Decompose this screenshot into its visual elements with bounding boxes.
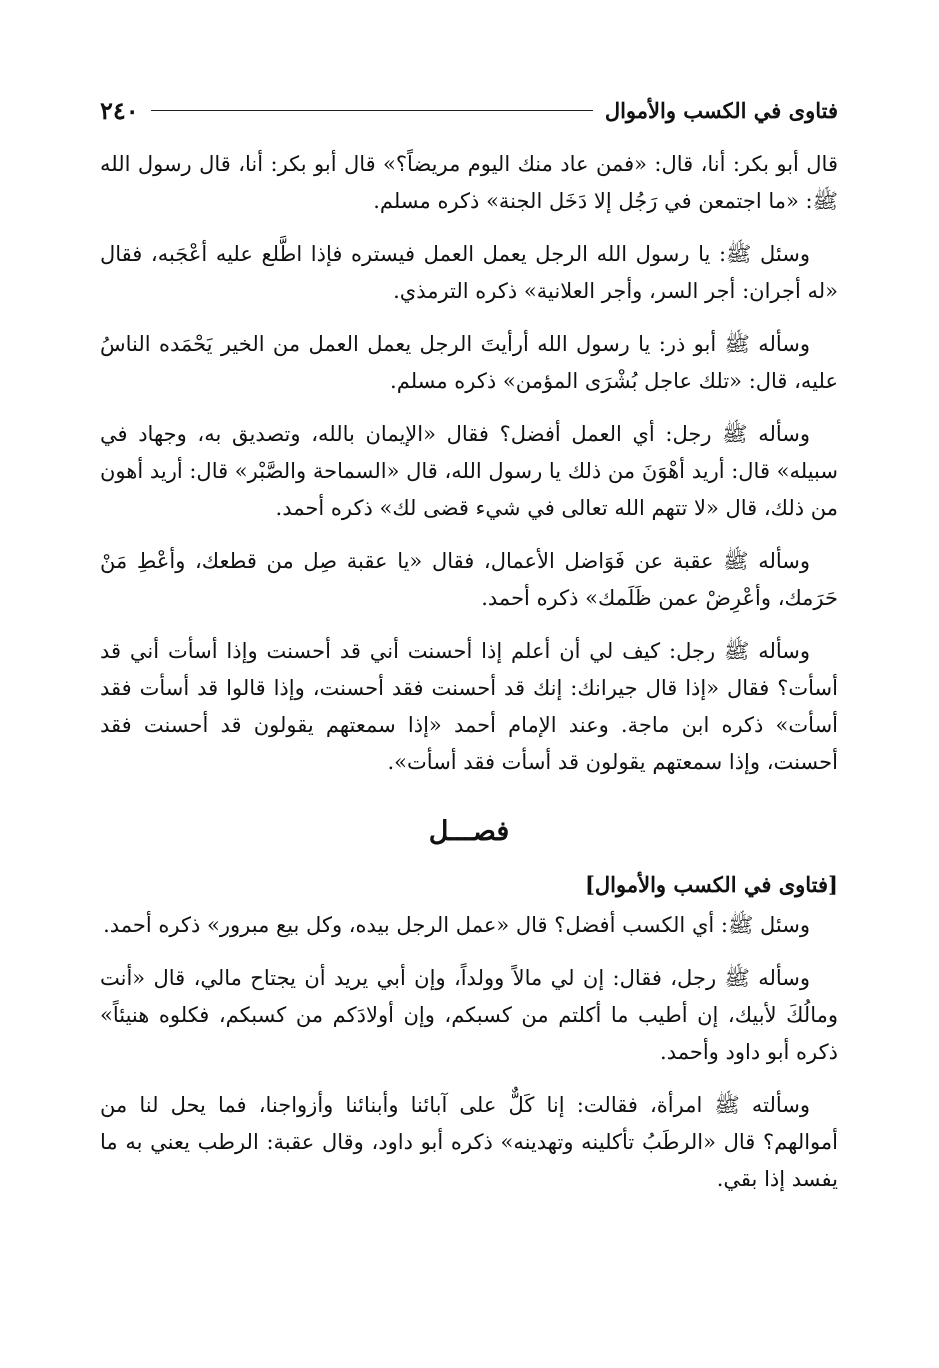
subheading: [فتاوى في الكسب والأموال] bbox=[584, 872, 838, 897]
paragraph: وسأله ﷺ رجل: كيف لي أن أعلم إذا أحسنت أني قد أحسنت وإذا أسأت أني قد أسأت؟ فقال «إذا قال جيرانك: إنك قد أحسنت فقد أحسنت، وإذا قالوا قد أسأت فقد أسأت» ذكره ابن ماجة. وعند الإمام أحمد «إذا سمعتهم يقولون قد أحسنت فقد أحسنت، وإذا سمعتهم يقولون قد أسأت فقد أسأت». bbox=[100, 639, 838, 774]
paragraph: وسأله ﷺ أبو ذر: يا رسول الله أرأيتَ الرجل يعمل العمل من الخير يَحْمَده الناسُ عليه، قال: «تلك عاجل بُشْرَى المؤمن» ذكره مسلم. bbox=[100, 332, 838, 393]
paragraph: وسئل ﷺ: يا رسول الله الرجل يعمل العمل فيستره فإذا اطَّلع عليه أعْجَبه، فقال «له أجران: أجر السر، وأجر العلانية» ذكره الترمذي. bbox=[100, 242, 838, 303]
running-title: فتاوى في الكسب والأموال bbox=[604, 97, 838, 123]
paragraph: وسألته ﷺ امرأة، فقالت: إنا كَلٌّ على آبائنا وأبنائنا وأزواجنا، فما يحل لنا من أموالهم؟ قال «الرطَبُ تأكلينه وتهدينه» ذكره أبو داود، وقال عقبة: الرطب يعني به ما يفسد إذا بقي. bbox=[100, 1093, 838, 1191]
header-rule bbox=[151, 110, 593, 111]
paragraph: قال أبو بكر: أنا، قال: «فمن عاد منك اليوم مريضاً؟» قال أبو بكر: أنا، قال رسول الله ﷺ: «ما اجتمعن في رَجُل إلا دَخَل الجنة» ذكره مسلم. bbox=[100, 152, 838, 213]
section-heading: فصـــل bbox=[428, 816, 510, 847]
page-body bbox=[100, 146, 838, 1214]
paragraph: وسئل ﷺ: أي الكسب أفضل؟ قال «عمل الرجل بيده، وكل بيع مبرور» ذكره أحمد. bbox=[103, 913, 810, 937]
paragraph: وسأله ﷺ رجل، فقال: إن لي مالاً وولداً، وإن أبي يريد أن يجتاح مالي، قال «أنت ومالُكَ لأبيك، إن أطيب ما أكلتم من كسبكم، وإن أولادَكم من كسبكم، فكلوه هنيئاً» ذكره أبو داود وأحمد. bbox=[100, 966, 838, 1064]
page-number: ٢٤٠ bbox=[100, 95, 139, 125]
paragraph: وسأله ﷺ رجل: أي العمل أفضل؟ فقال «الإيمان بالله، وتصديق به، وجهاد في سبيله» قال: أريد أهْوَنَ من ذلك يا رسول الله، قال «السماحة والصَّبْر» قال: أريد أهون من ذلك، قال «لا تتهم الله تعالى في شيء قضى لك» ذكره أحمد. bbox=[99, 422, 838, 520]
page-header bbox=[100, 92, 838, 128]
paragraph: وسأله ﷺ عقبة عن فَوَاضل الأعمال، فقال «يا عقبة صِل من قطعك، وأعْطِ مَنْ حَرَمك، وأعْرِضْ عمن ظَلَمك» ذكره أحمد. bbox=[100, 549, 838, 610]
